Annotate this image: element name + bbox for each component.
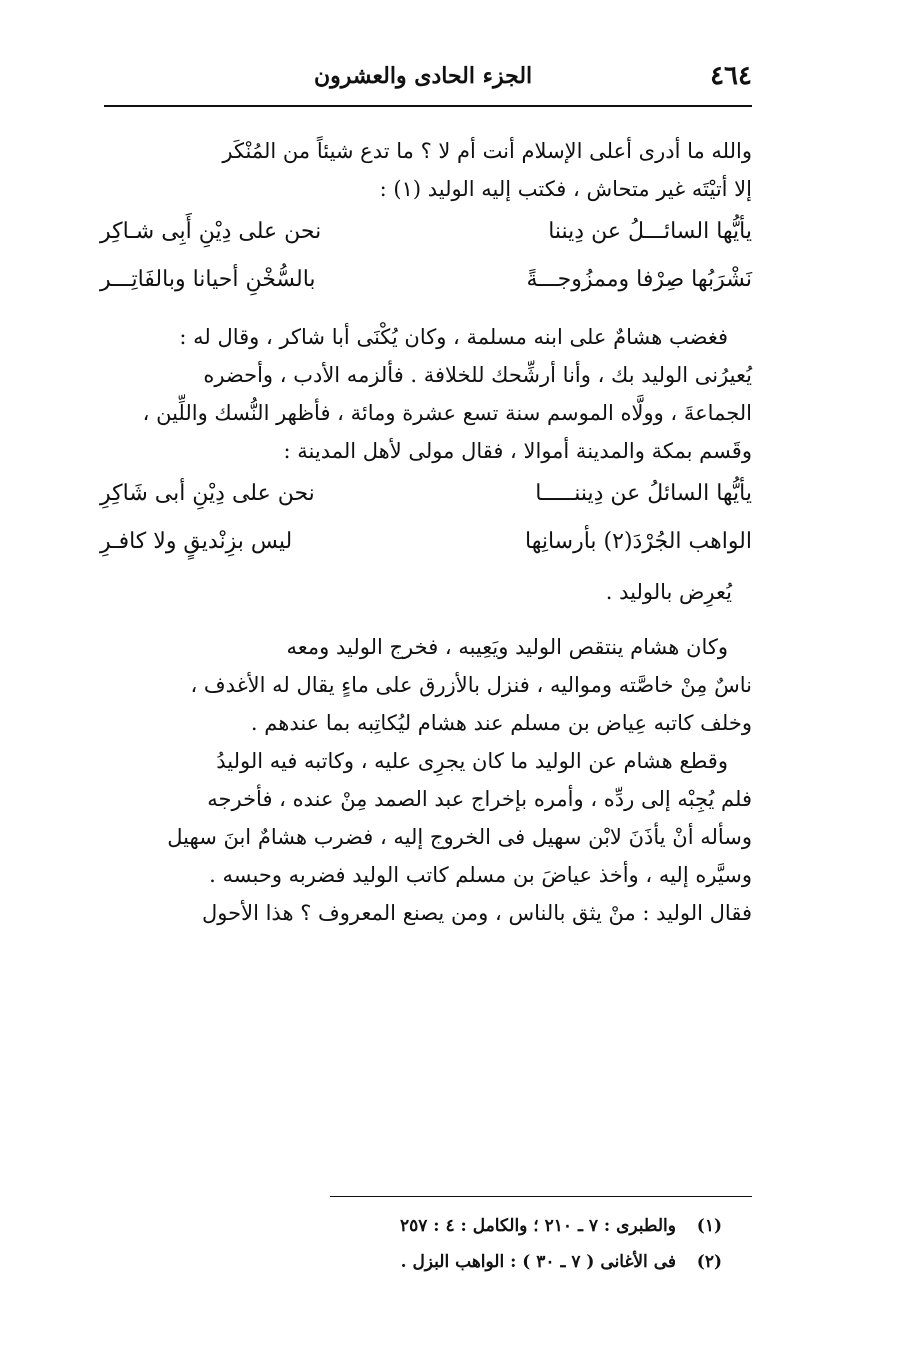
header-rule	[104, 105, 752, 107]
paragraph-line: ناسٌ مِنْ خاصَّته ومواليه ، فنزل بالأزرق على ماءٍ يقال له الأغدف ،	[190, 673, 752, 697]
verse-note: يُعرِض بالوليد .	[605, 580, 732, 604]
running-title: الجزء الحادى والعشرون	[314, 63, 533, 89]
paragraph-line: فغضب هشامٌ على ابنه مسلمة ، وكان يُكْنَى أبا شاكر ، وقال له :	[179, 325, 728, 349]
verse-hemistich: نحن على دِيْنِ أَبِى شـاكِر	[100, 219, 322, 244]
verse-line	[100, 208, 752, 256]
page-header	[104, 48, 752, 104]
paragraph-line: وسيَّره إليه ، وأخذ عياضَ بن مسلم كاتب الوليد فضربه وحبسه .	[209, 863, 752, 887]
paragraph-line: والله ما أدرى أعلى الإسلام أنت أم لا ؟ ما تدع شيئاً من المُنْكَر	[222, 139, 752, 163]
verse-hemistich: يأيُّها السائلُ عن دِيننـــــا	[535, 481, 752, 506]
paragraph-line: الجماعةَ ، وولَّاه الموسم سنة تسع عشرة ومائة ، فأظهر النُّسك واللِّين ،	[142, 401, 752, 425]
verse-line	[100, 256, 752, 304]
verse-line	[100, 518, 752, 566]
spacer	[100, 614, 752, 628]
paragraph-line: وخلف كاتبه عِياض بن مسلم عند هشام ليُكاتِبه بما عندهم .	[250, 711, 752, 735]
verse-line	[100, 470, 752, 518]
paragraph-line: فقال الوليد : منْ يثق بالناس ، ومن يصنع المعروف ؟ هذا الأحول	[202, 901, 752, 925]
paragraph-line: وسأله أنْ يأذَنَ لابْن سهيل فى الخروج إليه ، فضرب هشامٌ ابنَ سهيل	[167, 825, 752, 849]
body-text	[100, 132, 752, 932]
footnote-marker: (١)	[696, 1216, 722, 1236]
verse-hemistich: ليس بزِنْديقٍ ولا كافـرِ	[100, 529, 293, 554]
page-number: ٤٦٤	[710, 61, 752, 91]
paragraph-line: وقَسم بمكة والمدينة أموالا ، فقال مولى لأهل المدينة :	[283, 439, 752, 463]
footnote	[180, 1244, 722, 1280]
footnote-rule	[330, 1196, 752, 1197]
spacer	[100, 304, 752, 318]
verse-hemistich: يأيُّها السائـــلُ عن دِيننا	[548, 219, 752, 244]
footnote-marker: (٢)	[696, 1252, 722, 1272]
verse-hemistich: نحن على دِيْنِ أبى شَاكِرِ	[100, 481, 315, 506]
verse-hemistich: الواهب الجُرْدَ(٢) بأرسانِها	[525, 529, 752, 554]
verse-hemistich: نَشْرَبُها صِرْفا وممزُوجـــةً	[526, 267, 752, 292]
paragraph-line: فلم يُجِبْه إلى ردِّه ، وأمره بإخراج عبد الصمد مِنْ عنده ، فأخرجه	[207, 787, 752, 811]
paragraph-line: إلا أتيْتَه غير متحاش ، فكتب إليه الوليد (١) :	[379, 177, 752, 201]
verse-hemistich: بالسُّخْنِ أحيانا وبالفَاتِـــر	[100, 267, 316, 292]
footnote-text: فى الأغانى ( ٧ ـ ٣٠ ) : الواهب البزل .	[400, 1252, 676, 1272]
footnote-text: والطبرى : ٧ ـ ٢١٠ ؛ والكامل : ٤ : ٢٥٧	[399, 1216, 676, 1236]
paragraph-line: وقطع هشام عن الوليد ما كان يجرِى عليه ، وكاتبه فيه الوليدُ	[216, 749, 728, 773]
paragraph-line: يُعيرُنى الوليد بك ، وأنا أرشِّحك للخلافة . فألزمه الأدب ، وأحضره	[203, 363, 752, 387]
footnote	[180, 1208, 722, 1244]
footnotes	[180, 1208, 722, 1280]
paragraph-line: وكان هشام ينتقص الوليد ويَعِيبه ، فخرج الوليد ومعه	[286, 635, 728, 659]
